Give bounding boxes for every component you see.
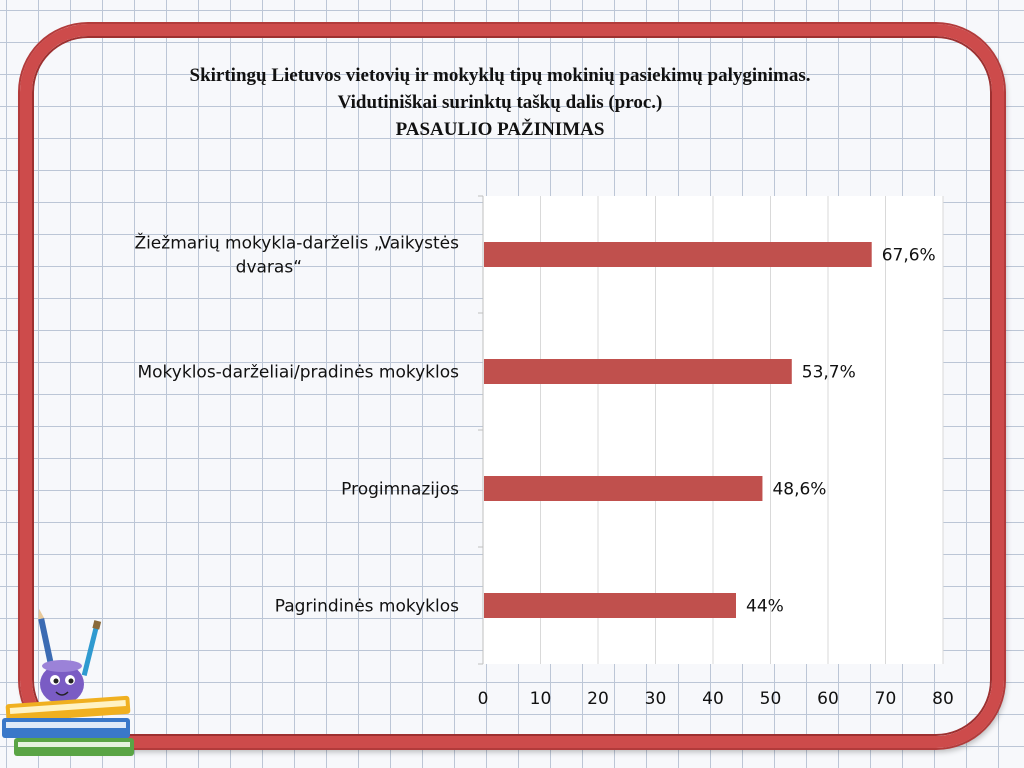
cup-icon	[40, 660, 84, 704]
title-line-1: Skirtingų Lietuvos vietovių ir mokyklų tipų mokinių pasiekimų palyginimas.	[189, 65, 811, 86]
x-tick-label: 30	[644, 689, 667, 709]
title-line-2: Vidutiniškai surinktų taškų dalis (proc.)	[337, 92, 663, 113]
x-tick-label: 10	[529, 689, 552, 709]
category-label: Mokyklos-darželiai/pradinės mokyklos	[137, 362, 459, 383]
bar	[484, 242, 872, 267]
category-label: Pagrindinės mokyklos	[274, 596, 459, 617]
category-label: Progimnazijos	[341, 479, 459, 500]
books-pencils-illustration	[0, 0, 160, 768]
category-label: Žiežmarių mokykla-darželis „Vaikystės	[134, 233, 459, 254]
brush-icon	[82, 620, 101, 676]
x-tick-label: 40	[702, 689, 724, 709]
x-tick-label: 70	[874, 689, 897, 709]
x-tick-label: 60	[817, 689, 839, 709]
data-label: 67,6%	[881, 245, 936, 266]
data-label: 53,7%	[801, 362, 856, 383]
data-label: 44%	[746, 596, 784, 617]
x-tick-label: 80	[932, 689, 954, 709]
data-label: 48,6%	[772, 479, 827, 500]
bar	[484, 359, 792, 384]
x-tick-label: 0	[477, 689, 489, 709]
title-line-3: PASAULIO PAŽINIMAS	[395, 119, 605, 140]
x-tick-label: 20	[587, 689, 609, 709]
bar	[484, 593, 736, 618]
category-label: dvaras“	[235, 257, 302, 278]
bar	[484, 476, 762, 501]
x-tick-label: 50	[759, 689, 782, 709]
books-icon	[2, 696, 134, 756]
